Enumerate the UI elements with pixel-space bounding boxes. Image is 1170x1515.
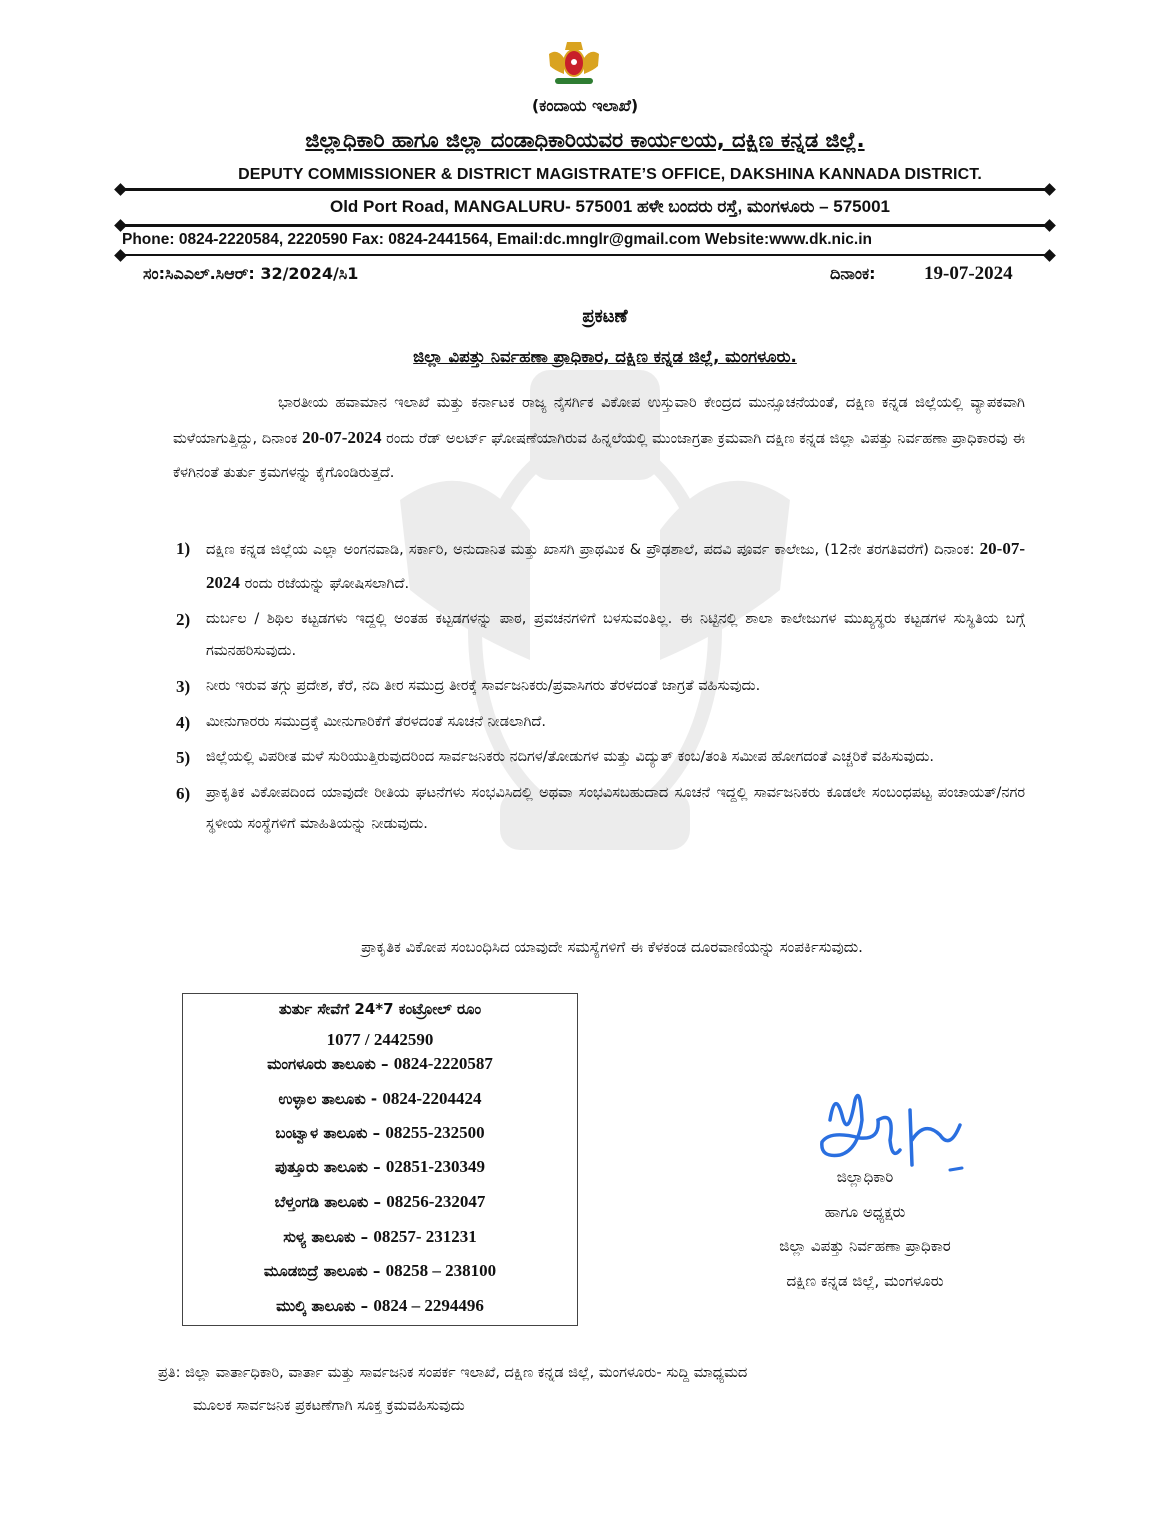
item-text bbox=[206, 539, 1025, 592]
intro-date: 20-07-2024 bbox=[302, 427, 382, 447]
office-title-kannada: ಜಿಲ್ಲಾಧಿಕಾರಿ ಹಾಗೂ ಜಿಲ್ಲಾ ದಂಡಾಧಿಕಾರಿಯವರ ಕಾರ್ಯಲಯ, ದಕ್ಷಿಣ ಕನ್ನಡ ಜಿಲ್ಲೆ. bbox=[305, 128, 865, 152]
list-item bbox=[173, 778, 1025, 841]
date-label: ದಿನಾಂಕ: bbox=[830, 264, 876, 283]
copy-to bbox=[158, 1357, 1038, 1423]
list-item bbox=[173, 533, 1025, 600]
item-number: 5) bbox=[176, 748, 191, 767]
authority-name: ಜಿಲ್ಲಾ ವಿಪತ್ತು ನಿರ್ವಹಣಾ ಪ್ರಾಧಿಕಾರ, ದಕ್ಷಿಣ ಕನ್ನಡ ಜಿಲ್ಲೆ, ಮಂಗಳೂರು. bbox=[413, 347, 797, 366]
signatory-designation: ಜಿಲ್ಲಾ ವಿಪತ್ತು ನಿರ್ವಹಣಾ ಪ್ರಾಧಿಕಾರ bbox=[779, 1237, 951, 1255]
taluk-name: ಮಂಗಳೂರು ತಾಲೂಕು – bbox=[267, 1055, 394, 1073]
office-contact: Phone: 0824-2220584, 2220590 Fax: 0824-2441564, Email:dc.mnglr@gmail.com Website:www.dk.nic.in bbox=[122, 231, 872, 248]
taluk-name: ಬಂಟ್ವಾಳ ತಾಲೂಕು – bbox=[275, 1124, 386, 1142]
taluk-number: 0824-2220587 bbox=[393, 1054, 493, 1073]
taluk-helpline bbox=[183, 1157, 577, 1177]
taluk-number: 0824 – 2294496 bbox=[373, 1296, 484, 1315]
list-item bbox=[173, 707, 1025, 739]
taluk-number: 08258 – 238100 bbox=[385, 1261, 497, 1280]
office-address: Old Port Road, MANGALURU- 575001 ಹಳೇ ಬಂದರು ರಸ್ತೆ, ಮಂಗಳೂರು – 575001 bbox=[329, 197, 891, 216]
item-number: 3) bbox=[176, 677, 191, 696]
item-text: ನೀರು ಇರುವ ತಗ್ಗು ಪ್ರದೇಶ, ಕೆರೆ, ನದಿ ತೀರ ಸಮುದ್ರ ತೀರಕ್ಕೆ ಸಾರ್ವಜನಿಕರು/ಪ್ರವಾಸಿಗರು ತೆರಳದಂತೆ ಜಾಗ್ರತೆ ವಹಿಸುವುದು. bbox=[206, 678, 761, 694]
item-number: 1) bbox=[176, 539, 191, 558]
taluk-helpline bbox=[183, 1261, 577, 1281]
taluk-name: ಸುಳ್ಯ ತಾಲೂಕು – bbox=[283, 1228, 374, 1246]
taluk-helpline bbox=[183, 1227, 577, 1247]
taluk-name: ಪುತ್ತೂರು ತಾಲೂಕು – bbox=[274, 1158, 386, 1176]
item-number: 4) bbox=[176, 712, 191, 732]
taluk-number: 02851-230349 bbox=[385, 1157, 486, 1176]
taluk-helpline bbox=[183, 1089, 577, 1109]
header-divider bbox=[120, 254, 1050, 256]
header-divider bbox=[120, 188, 1050, 191]
taluk-helpline bbox=[183, 1296, 577, 1316]
copy-to-line: ಮೂಲಕ ಸಾರ್ವಜನಿಕ ಪ್ರಕಟಣೆಗಾಗಿ ಸೂಕ್ತ ಕ್ರಮವಹಿಸುವುದು bbox=[193, 1398, 465, 1414]
taluk-name: ಮೂಡಬಿದ್ರೆ ತಾಲೂಕು – bbox=[263, 1262, 386, 1280]
list-item bbox=[173, 742, 1025, 774]
item-number: 2) bbox=[176, 610, 191, 629]
intro-text: ರಂದು ರೆಡ್ ಅಲರ್ಟ್ ಘೋಷಣೆಯಾಗಿರುವ ಹಿನ್ನಲೆಯಲ್ಲಿ ಮುಂಜಾಗ್ರತಾ ಕ್ರಮವಾಗಿ ದಕ್ಷಿಣ ಕನ್ನಡ ಜಿಲ್ಲಾ ವಿಪತ್ತು ನಿರ್ವಹಣಾ ಪ್ರಾಧಿಕಾರವು ಈ ಕೆಳಗಿನಂತೆ ತುರ್ತು ಕ್ರಮಗಳನ್ನು ಕೈಗೊಂಡಿರುತ್ತದೆ. bbox=[173, 430, 1025, 481]
signatory-designation: ಹಾಗೂ ಅಧ್ಯಕ್ಷರು bbox=[824, 1202, 906, 1221]
taluk-number: 08255-232500 bbox=[385, 1123, 485, 1142]
helpline-title: ತುರ್ತು ಸೇವೆಗೆ 24*7 ಕಂಟ್ರೋಲ್ ರೂಂ bbox=[278, 1000, 482, 1018]
item-date: 20-07-2024 bbox=[206, 539, 1025, 592]
list-item bbox=[173, 671, 1025, 703]
taluk-number: 08256-232047 bbox=[386, 1192, 486, 1211]
taluk-helpline bbox=[183, 1123, 577, 1143]
taluk-helpline bbox=[183, 1054, 577, 1074]
item-text: ದುರ್ಬಲ / ಶಿಥಿಲ ಕಟ್ಟಡಗಳು ಇದ್ದಲ್ಲಿ ಅಂತಹ ಕಟ್ಟಡಗಳನ್ನು ಪಾಠ, ಪ್ರವಚನಗಳಿಗೆ ಬಳಸುವಂತಿಲ್ಲ. ಈ ನಿಟ್ಟಿನಲ್ಲಿ ಶಾಲಾ ಕಾಲೇಜುಗಳ ಮುಖ್ಯಸ್ಥರು ಕಟ್ಟಡಗಳ ಸುಸ್ಥಿತಿಯ ಬಗ್ಗೆ ಗಮನಹರಿಸುವುದು. bbox=[206, 611, 1025, 659]
signatory-designation: ಜಿಲ್ಲಾಧಿಕಾರಿ bbox=[836, 1168, 894, 1186]
measures-list bbox=[173, 533, 1025, 845]
karnataka-emblem-icon bbox=[545, 36, 603, 88]
taluk-number: 0824-2204424 bbox=[382, 1089, 482, 1108]
list-item bbox=[173, 604, 1025, 667]
copy-to-line: ಪ್ರತಿ: ಜಿಲ್ಲಾ ವಾರ್ತಾಧಿಕಾರಿ, ವಾರ್ತಾ ಮತ್ತು ಸಾರ್ವಜನಿಕ ಸಂಪರ್ಕ ಇಲಾಖೆ, ದಕ್ಷಿಣ ಕನ್ನಡ ಜಿಲ್ಲೆ, ಮಂಗಳೂರು- ಸುದ್ದಿ ಮಾಧ್ಯಮದ bbox=[158, 1365, 748, 1381]
department-name: (ಕಂದಾಯ ಇಲಾಖೆ) bbox=[531, 96, 639, 115]
contact-note: ಪ್ರಾಕೃತಿಕ ವಿಕೋಪ ಸಂಬಂಧಿಸಿದ ಯಾವುದೇ ಸಮಸ್ಯೆಗಳಿಗೆ ಈ ಕೆಳಕಂಡ ದೂರವಾಣಿಯನ್ನು ಸಂಪರ್ಕಿಸುವುದು. bbox=[361, 938, 863, 956]
item-text: ಮೀನುಗಾರರು ಸಮುದ್ರಕ್ಕೆ ಮೀನುಗಾರಿಕೆಗೆ ತೆರಳದಂತೆ ಸೂಚನೆ ನೀಡಲಾಗಿದೆ. bbox=[206, 713, 546, 730]
item-text: ಪ್ರಾಕೃತಿಕ ವಿಕೋಪದಿಂದ ಯಾವುದೇ ರೀತಿಯ ಘಟನೆಗಳು ಸಂಭವಿಸಿದಲ್ಲಿ ಅಥವಾ ಸಂಭವಿಸಬಹುದಾದ ಸೂಚನೆ ಇದ್ದಲ್ಲಿ ಸಾರ್ವಜನಿಕರು ಕೂಡಲೇ ಸಂಬಂಧಪಟ್ಟ ಪಂಚಾಯತ್/ನಗರ ಸ್ಥಳೀಯ ಸಂಸ್ಥೆಗಳಿಗೆ ಮಾಹಿತಿಯನ್ನು ನೀಡುವುದು. bbox=[206, 784, 1025, 832]
taluk-name: ಉಳ್ಳಾಲ ತಾಲೂಕು - bbox=[278, 1090, 383, 1108]
helpline-box bbox=[182, 993, 578, 1326]
date-value: 19-07-2024 bbox=[924, 263, 1013, 284]
intro-paragraph bbox=[173, 386, 1025, 491]
reference-number: ಸಂ:ಸಿಎಎಲ್.ಸಿಆರ್: 32/2024/ಸಿ1 bbox=[143, 264, 359, 283]
taluk-number: 08257- 231231 bbox=[373, 1227, 477, 1246]
item-number: 6) bbox=[176, 783, 191, 803]
taluk-name: ಮುಲ್ಕಿ ತಾಲೂಕು – bbox=[276, 1297, 374, 1315]
office-title-english: DEPUTY COMMISSIONER & DISTRICT MAGISTRATE’S OFFICE, DAKSHINA KANNADA DISTRICT. bbox=[238, 166, 982, 183]
intro-text: ಭಾರತೀಯ ಹವಾಮಾನ ಇಲಾಖೆ ಮತ್ತು ಕರ್ನಾಟಕ ರಾಜ್ಯ ನೈಸರ್ಗಿಕ ವಿಕೋಪ ಉಸ್ತುವಾರಿ ಕೇಂದ್ರದ ಮುನ್ಸೂಚನೆಯಂತೆ, ದಕ್ಷಿಣ ಕನ್ನಡ ಜಿಲ್ಲೆಯಲ್ಲಿ ವ್ಯಾಪಕವಾಗಿ ಮಳೆಯಾಗುತ್ತಿದ್ದು, ದಿನಾಂಕ bbox=[173, 395, 1025, 447]
taluk-helpline bbox=[183, 1192, 577, 1212]
helpline-main-number: 1077 / 2442590 bbox=[326, 1030, 434, 1049]
signatory-designation: ದಕ್ಷಿಣ ಕನ್ನಡ ಜಿಲ್ಲೆ, ಮಂಗಳೂರು bbox=[786, 1271, 944, 1290]
header-divider bbox=[120, 224, 1050, 227]
taluk-name: ಬೆಳ್ತಂಗಡಿ ತಾಲೂಕು – bbox=[274, 1193, 387, 1211]
item-text: ಜಿಲ್ಲೆಯಲ್ಲಿ ವಿಪರೀತ ಮಳೆ ಸುರಿಯುತ್ತಿರುವುದರಿಂದ ಸಾರ್ವಜನಿಕರು ನದಿಗಳ/ತೋಡುಗಳ ಮತ್ತು ವಿದ್ಯುತ್ ಕಂಬ/ತಂತಿ ಸಮೀಪ ಹೋಗದಂತೆ ಎಚ್ಚರಿಕೆ ವಹಿಸುವುದು. bbox=[206, 749, 934, 765]
notice-title: ಪ್ರಕಟಣೆ bbox=[582, 306, 628, 327]
signatory-block bbox=[730, 1160, 1000, 1298]
item-text-part: ರಂದು ರಜೆಯನ್ನು ಘೋಷಿಸಲಾಗಿದೆ. bbox=[240, 575, 410, 592]
item-text-part: ದಕ್ಷಿಣ ಕನ್ನಡ ಜಿಲ್ಲೆಯ ಎಲ್ಲಾ ಅಂಗನವಾಡಿ, ಸರ್ಕಾರಿ, ಅನುದಾನಿತ ಮತ್ತು ಖಾಸಗಿ ಪ್ರಾಥಮಿಕ & ಪ್ರೌಢಶಾಲೆ, ಪದವಿ ಪೂರ್ವ ಕಾಲೇಜು, (12ನೇ ತರಗತಿವರೆಗೆ) ದಿನಾಂಕ: bbox=[206, 542, 980, 558]
